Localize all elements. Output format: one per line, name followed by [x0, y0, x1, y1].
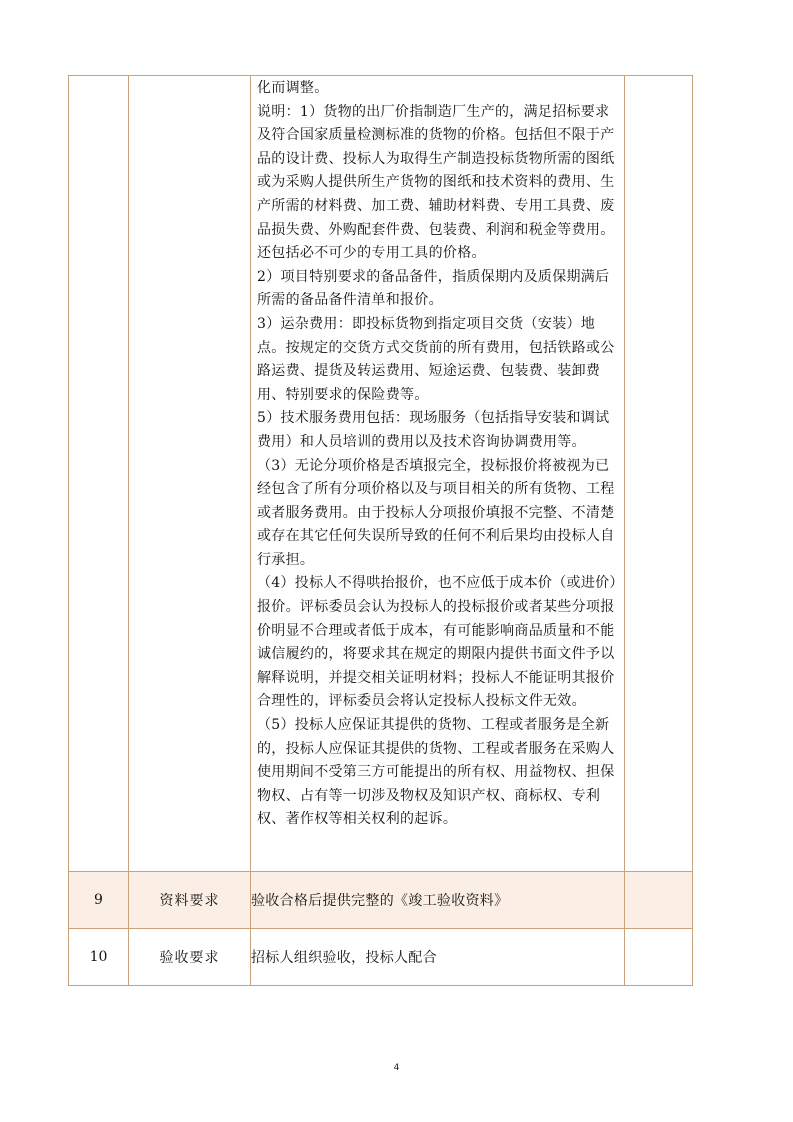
table-row — [69, 76, 693, 872]
description-cell — [251, 76, 625, 872]
paragraph: 说明：1）货物的出厂价指制造厂生产的，满足招标要求及符合国家质量检测标准的货物的价格。包括但不限于产品的设计费、投标人为取得生产制造投标货物所需的图纸或为采购人提供所生产货物的图纸和技术资料的费用、生产所需的材料费、加工费、辅助材料费、专用工具费、废品损失费、外购配套件费、包装费、利润和税金等费用。还包括必不可少的专用工具的价格。 — [257, 103, 615, 262]
row-description: 招标人组织验收，投标人配合 — [251, 929, 625, 986]
paragraph: 化而调整。 — [257, 80, 329, 96]
requirements-table — [68, 75, 693, 986]
row-number: 10 — [69, 929, 129, 986]
row-name: 资料要求 — [129, 872, 251, 929]
row-name: 验收要求 — [129, 929, 251, 986]
row-remark — [625, 929, 693, 986]
row-number: 9 — [69, 872, 129, 929]
paragraph: 3）运杂费用：即投标货物到指定项目交货（安装）地点。按规定的交货方式交货前的所有费用，包括铁路或公路运费、提货及转运费用、短途运费、包装费、装卸费用、特别要求的保险费等。 — [257, 315, 615, 403]
row-remark — [625, 872, 693, 929]
price-explanation-text — [251, 76, 624, 836]
row-description: 验收合格后提供完整的《竣工验收资料》 — [251, 872, 625, 929]
number-cell — [69, 76, 129, 872]
page-number: 4 — [393, 1063, 400, 1073]
paragraph: （5）投标人应保证其提供的货物、工程或者服务是全新的，投标人应保证其提供的货物、工程或者服务在采购人使用期间不受第三方可能提出的所有权、用益物权、担保物权、占有等一切涉及物权及知识产权、商标权、专利权、著作权等相关权利的起诉。 — [257, 717, 615, 828]
remark-cell — [625, 76, 693, 872]
table-row — [69, 872, 693, 929]
paragraph: （3）无论分项价格是否填报完全，投标报价将被视为已经包含了所有分项价格以及与项目相关的所有货物、工程或者服务费用。由于投标人分项报价填报不完整、不清楚或存在其它任何失误所导致的任何不利后果均由投标人自行承担。 — [257, 457, 615, 568]
paragraph: （4）投标人不得哄抬报价，也不应低于成本价（或进价）报价。评标委员会认为投标人的投标报价或者某些分项报价明显不合理或者低于成本，有可能影响商品质量和不能诚信履约的，将要求其在规定的期限内提供书面文件予以解释说明，并提交相关证明材料；投标人不能证明其报价合理性的，评标委员会将认定投标人投标文件无效。 — [257, 575, 617, 710]
name-cell — [129, 76, 251, 872]
table-row — [69, 929, 693, 986]
paragraph: 2）项目特别要求的备品备件，指质保期内及质保期满后所需的备品备件清单和报价。 — [257, 268, 610, 309]
paragraph: 5）技术服务费用包括：现场服务（包括指导安装和调试费用）和人员培训的费用以及技术咨询协调费用等。 — [257, 410, 610, 450]
